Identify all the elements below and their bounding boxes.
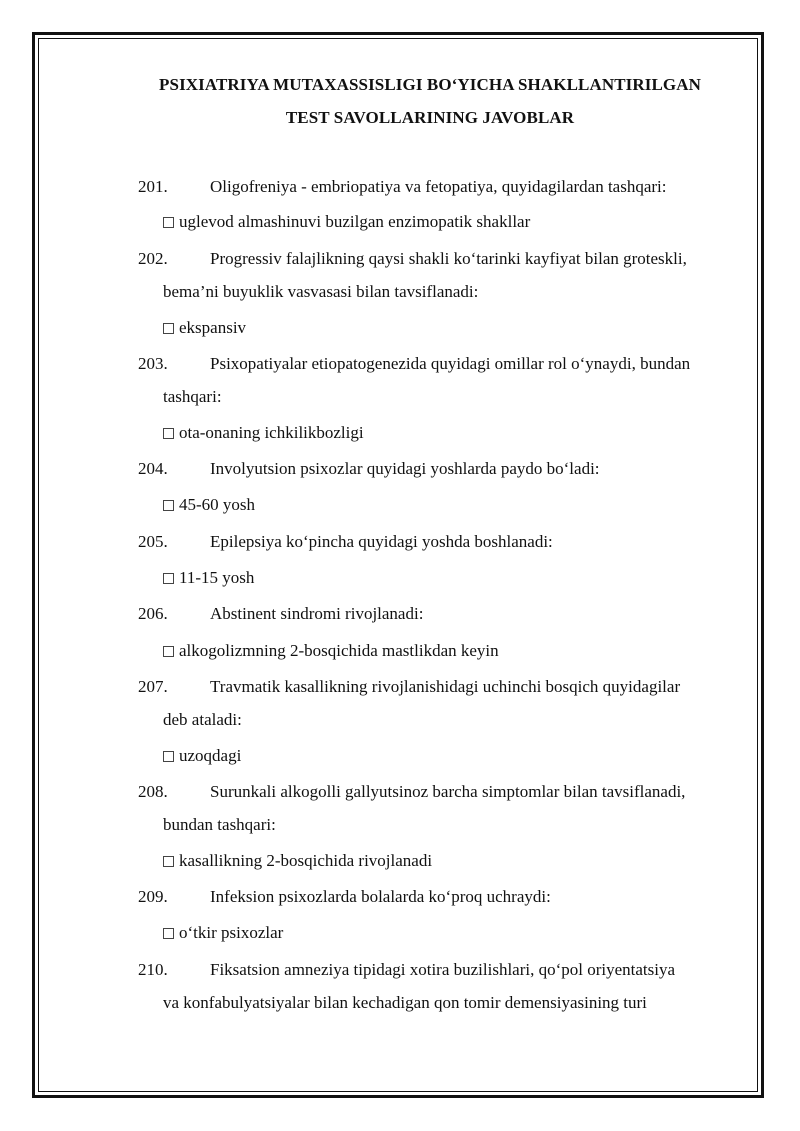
- question-text: Psixopatiyalar etiopatogenezida quyidagi omillar rol o‘ynaydi, bundan: [210, 354, 691, 373]
- answer-text: alkogolizmning 2-bosqichida mastlikdan keyin: [179, 641, 499, 660]
- document-title-line-2: TEST SAVOLLARINING JAVOBLAR: [285, 108, 575, 127]
- question-number: 205.: [138, 532, 168, 551]
- question-number: 209.: [138, 887, 168, 906]
- question-text: Progressiv falajlikning qaysi shakli ko‘tarinki kayfiyat bilan groteskli,: [210, 249, 687, 268]
- answer-201: [163, 211, 530, 233]
- answer-207: [163, 745, 241, 767]
- question-207-continuation: deb ataladi:: [163, 710, 242, 729]
- question-number: 204.: [138, 459, 168, 478]
- checkbox-icon: [163, 928, 174, 939]
- question-number: 210.: [138, 960, 168, 979]
- answer-text: ekspansiv: [179, 318, 247, 337]
- question-text: Oligofreniya - embriopatiya va fetopatiya, quyidagilardan tashqari:: [210, 177, 667, 196]
- answer-205: [163, 567, 254, 589]
- answer-209: [163, 922, 283, 944]
- question-210-continuation: va konfabulyatsiyalar bilan kechadigan qon tomir demensiyasining turi: [163, 993, 647, 1012]
- question-text: Travmatik kasallikning rivojlanishidagi uchinchi bosqich quyidagilar: [210, 677, 681, 696]
- answer-text: uglevod almashinuvi buzilgan enzimopatik shakllar: [179, 212, 531, 231]
- answer-text: kasallikning 2-bosqichida rivojlanadi: [179, 851, 433, 870]
- answer-204: [163, 494, 255, 516]
- question-203-continuation: tashqari:: [163, 387, 222, 406]
- answer-text: uzoqdagi: [179, 746, 242, 765]
- answer-203: [163, 422, 364, 444]
- question-text: Involyutsion psixozlar quyidagi yoshlarda paydo bo‘ladi:: [210, 459, 600, 478]
- question-text: Epilepsiya ko‘pincha quyidagi yoshda boshlanadi:: [210, 532, 553, 551]
- checkbox-icon: [163, 428, 174, 439]
- checkbox-icon: [163, 217, 174, 228]
- document-title-line-1: PSIXIATRIYA MUTAXASSISLIGI BO‘YICHA SHAKLLANTIRILGAN: [159, 75, 701, 94]
- checkbox-icon: [163, 323, 174, 334]
- question-208-continuation: bundan tashqari:: [163, 815, 276, 834]
- question-number: 207.: [138, 677, 168, 696]
- checkbox-icon: [163, 646, 174, 657]
- answer-text: ota-onaning ichkilikbozligi: [179, 423, 364, 442]
- answer-208: [163, 850, 432, 872]
- question-number: 201.: [138, 177, 168, 196]
- answer-text: o‘tkir psixozlar: [179, 923, 284, 942]
- question-202-continuation: bema’ni buyuklik vasvasasi bilan tavsiflanadi:: [163, 282, 479, 301]
- question-number: 206.: [138, 604, 168, 623]
- question-number: 208.: [138, 782, 168, 801]
- checkbox-icon: [163, 856, 174, 867]
- answer-202: [163, 317, 246, 339]
- question-text: Surunkali alkogolli gallyutsinoz barcha simptomlar bilan tavsiflanadi,: [210, 782, 686, 801]
- question-text: Fiksatsion amneziya tipidagi xotira buzilishlari, qo‘pol oriyentatsiya: [210, 960, 676, 979]
- answer-206: [163, 640, 499, 662]
- question-number: 203.: [138, 354, 168, 373]
- question-text: Infeksion psixozlarda bolalarda ko‘proq uchraydi:: [210, 887, 551, 906]
- checkbox-icon: [163, 751, 174, 762]
- question-number: 202.: [138, 249, 168, 268]
- answer-text: 11-15 yosh: [179, 568, 255, 587]
- checkbox-icon: [163, 500, 174, 511]
- question-text: Abstinent sindromi rivojlanadi:: [210, 604, 424, 623]
- checkbox-icon: [163, 573, 174, 584]
- answer-text: 45-60 yosh: [179, 495, 256, 514]
